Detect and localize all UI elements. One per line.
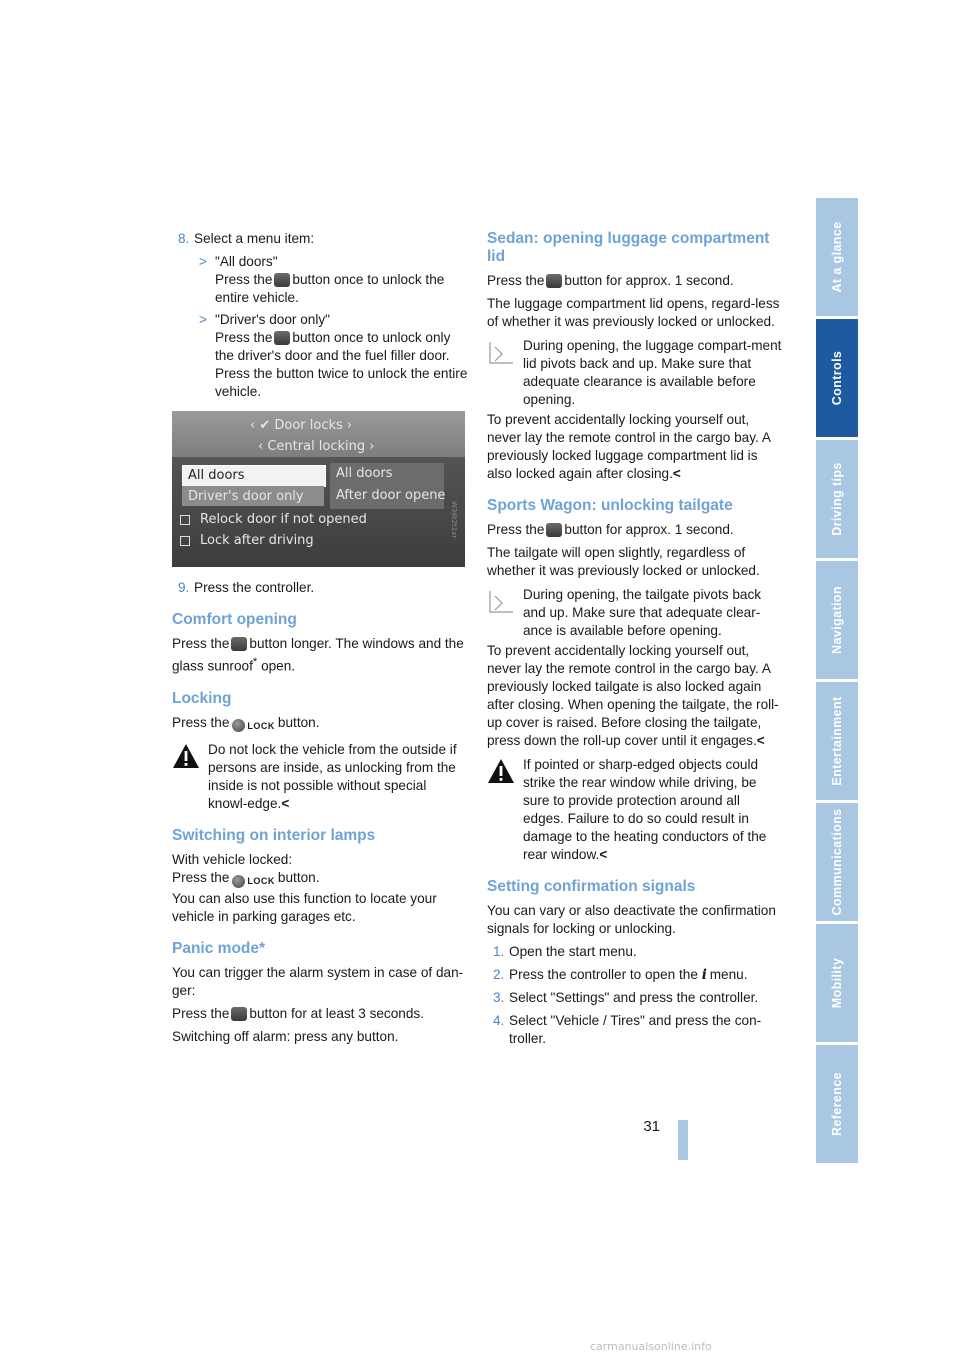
wagon-warning-note: If pointed or sharp-edged objects could strike the rear window while driving, be sure to provide protection around all edges. Failure to do so could result in damage to the heating conductors of the rear window.<: [487, 756, 783, 864]
option-all-doors: > "All doors" Press the button once to unlock the entire vehicle.: [199, 254, 445, 305]
wagon-note-cont: To prevent accidentally locking yourself out, never lay the remote control in the cargo bay. A previously locked tailgate is also locked again after closing. When opening the tailgate, the roll-up cover is raised. Before closing the tailgate, press down the roll-up cover until it engages.<: [487, 643, 779, 748]
lock-button-icon: LOCK: [232, 717, 275, 735]
sedan-text-2: The luggage compartment lid opens, regard-less of whether it was previously locked or unlocked.: [487, 296, 780, 329]
warning-triangle-icon: [172, 743, 200, 769]
info-menu-icon: i: [701, 967, 707, 983]
unlock-button-icon: [274, 331, 290, 345]
heading-comfort-opening: Comfort opening: [172, 611, 297, 628]
wagon-text-2: The tailgate will open slightly, regardless of whether it was previously locked or unlocked.: [487, 545, 760, 578]
lock-button-icon: LOCK: [232, 872, 275, 890]
screen-item-drivers-door: Driver's door only: [188, 489, 304, 504]
option-drivers-door: > "Driver's door only" Press the button once to unlock only the driver's door and the fuel filler door. Press the button twice to unlock the entire vehicle.: [199, 312, 468, 399]
screen-right-after-door: After door opene: [336, 488, 446, 503]
confirm-text: You can vary or also deactivate the confirmation signals for locking or unlocking.: [487, 903, 776, 936]
warning-note: Do not lock the vehicle from the outside if persons are inside, as unlocking from the inside is not possible without special knowl-edge.<: [172, 741, 468, 813]
screen-item-relock: Relock door if not opened: [200, 512, 367, 527]
control-display-screenshot: [172, 411, 465, 567]
panic-button-icon: [231, 1007, 247, 1021]
screen-item-all-doors: All doors: [188, 468, 245, 483]
heading-wagon: Sports Wagon: unlocking tailgate: [487, 497, 733, 514]
heading-interior-lamps: Switching on interior lamps: [172, 826, 376, 844]
trunk-button-icon: [546, 274, 562, 288]
heading-locking: Locking: [172, 689, 232, 707]
screen-central-locking: ‹ Central locking ›: [258, 439, 375, 454]
panic-off-text: Switching off alarm: press any button.: [172, 1029, 399, 1045]
tab-reference[interactable]: Reference: [816, 1045, 858, 1163]
warning-triangle-icon: [487, 758, 515, 784]
section-tabs: [816, 198, 858, 1166]
heading-confirmation-signals: Setting confirmation signals: [487, 878, 696, 895]
heading-panic-mode: Panic mode*: [172, 940, 266, 958]
page-bar: [678, 1120, 688, 1160]
tab-navigation[interactable]: Navigation: [816, 561, 858, 679]
tab-mobility[interactable]: Mobility: [816, 924, 858, 1042]
locking-text: Press the LOCK button.: [172, 714, 468, 735]
sedan-info-note: During opening, the luggage compart-ment lid pivots back and up. Make sure that adequate clearance is available before opening.: [487, 337, 783, 409]
tab-entertainment[interactable]: Entertainment: [816, 682, 858, 800]
panic-text: You can trigger the alarm system in case of dan-ger:: [172, 965, 464, 999]
tab-controls[interactable]: Controls: [816, 319, 858, 437]
screen-right-all-doors: All doors: [336, 466, 393, 481]
wagon-info-note: During opening, the tailgate pivots back and up. Make sure that adequate clear-ance is available before opening.: [487, 586, 783, 640]
info-pointer-icon: [487, 588, 515, 614]
interior-text: With vehicle locked: Press the LOCK button. You can also use this function to locate your vehicle in parking garages etc.: [172, 851, 437, 925]
comfort-text: Press the button longer. The windows and the glass sunroof* open.: [172, 636, 464, 674]
sedan-text: Press the button for approx. 1 second.: [487, 273, 734, 288]
page-number: 31: [643, 1118, 660, 1135]
screen-door-locks: ‹ ✔ Door locks ›: [250, 418, 353, 433]
sedan-note-cont: To prevent accidentally locking yourself out, never lay the remote control in the cargo bay. A previously locked luggage compartment lid is also locked again after closing.<: [487, 412, 771, 481]
wagon-text: Press the button for approx. 1 second.: [487, 522, 734, 537]
confirm-step-2: 2. Press the controller to open the i menu.: [493, 967, 748, 983]
panic-button-text: Press the button for at least 3 seconds.: [172, 1006, 424, 1022]
image-code: W36t2t1xr: [450, 501, 458, 539]
tab-driving-tips[interactable]: Driving tips: [816, 440, 858, 558]
confirm-step-1: 1. Open the start menu.: [493, 944, 637, 959]
confirm-step-3: 3. Select "Settings" and press the controller.: [493, 990, 759, 1005]
watermark: carmanualsonline.info: [590, 1340, 712, 1353]
tab-at-a-glance[interactable]: At a glance: [816, 198, 858, 316]
step-9: 9. Press the controller.: [178, 580, 315, 595]
confirm-step-4: 4. Select "Vehicle / Tires" and press the con-troller.: [493, 1013, 762, 1046]
heading-sedan: Sedan: opening luggage compartment lid: [487, 230, 770, 265]
right-column: [487, 230, 783, 1053]
checkbox-icon: [180, 515, 190, 525]
unlock-button-icon: [274, 273, 290, 287]
left-column: [172, 230, 468, 1051]
tab-communications[interactable]: Communications: [816, 803, 858, 921]
tailgate-button-icon: [546, 523, 562, 537]
checkbox-icon: [180, 536, 190, 546]
unlock-button-icon: [231, 637, 247, 651]
info-pointer-icon: [487, 339, 515, 365]
step-8: 8. Select a menu item:: [178, 231, 315, 246]
screen-item-lock-after: Lock after driving: [200, 533, 314, 548]
